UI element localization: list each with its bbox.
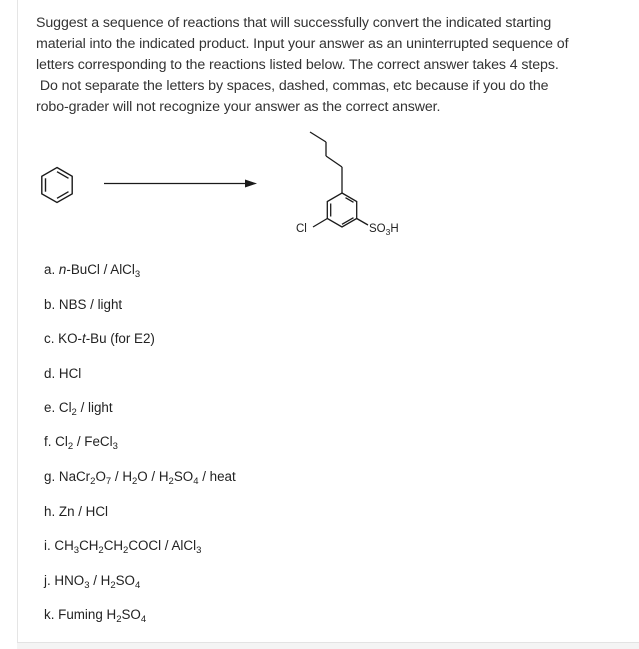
reagent-subscript: 4 (134, 580, 141, 591)
starting-material-benzene (42, 168, 72, 203)
sulfonic-acid-label (369, 223, 399, 237)
reagent-text: NaCr (55, 469, 91, 484)
reagent-option (44, 434, 118, 452)
reagent-text: NBS / light (55, 297, 123, 312)
reagent-letter: j. (44, 573, 51, 588)
question-line: robo-grader will not recognize your answer as the correct answer. (36, 99, 441, 115)
reaction-arrow (104, 180, 257, 188)
reagent-text: Fuming H (54, 607, 117, 622)
reagent-option (44, 504, 108, 519)
question-line: letters corresponding to the reactions listed below. The correct answer takes 4 steps. (36, 57, 559, 73)
reagent-letter: c. (44, 331, 55, 346)
reagent-subscript: 2 (67, 441, 74, 452)
reagent-text: O / H (137, 469, 169, 484)
reagent-letter: a. (44, 262, 56, 277)
reagent-subscript: 4 (140, 614, 147, 625)
reagent-subscript: 3 (196, 545, 202, 556)
reagent-text: / H (111, 469, 132, 484)
reagent-text: CH (103, 538, 124, 553)
question-line: Do not separate the letters by spaces, dashed, commas, etc because if you do the (36, 78, 549, 94)
reagent-option (44, 400, 113, 418)
reagent-subscript: 3 (112, 441, 118, 452)
reagent-letter: i. (44, 538, 51, 553)
reagent-subscript: 2 (123, 545, 129, 556)
reagent-letter: d. (44, 366, 56, 381)
reagent-text: / FeCl (73, 434, 113, 449)
reagent-subscript: 3 (134, 269, 141, 280)
reagent-letter: g. (44, 469, 56, 484)
reagent-text: Cl (55, 400, 72, 415)
reagent-subscript: 2 (71, 407, 77, 418)
reagent-option (44, 366, 81, 381)
question-text (36, 13, 596, 118)
reagent-option (44, 469, 236, 487)
reagent-subscript: 3 (73, 545, 80, 556)
reagent-text: Cl (51, 434, 68, 449)
reagent-option (44, 262, 141, 280)
reagent-text: SO (121, 607, 141, 622)
product-structure (310, 132, 368, 227)
reagent-option (44, 607, 147, 625)
reagent-option (44, 538, 202, 556)
reagent-subscript: 2 (132, 476, 138, 487)
reagent-text: t (81, 331, 86, 346)
chloro-label: Cl (296, 223, 307, 235)
reagent-text: HNO (50, 573, 85, 588)
reagent-subscript: 2 (116, 614, 122, 625)
reagent-subscript: 3 (84, 580, 90, 591)
reagent-option (44, 573, 141, 591)
left-frame-border (0, 0, 18, 649)
reagent-text: SO (115, 573, 135, 588)
reagent-letter: e. (44, 400, 56, 415)
reagent-subscript: 2 (110, 580, 116, 591)
reagent-text: CH (79, 538, 99, 553)
reagent-text: -Bu (for E2) (85, 331, 155, 346)
reagent-text: / light (76, 400, 113, 415)
so3h-end: H (390, 223, 399, 235)
reagent-text: -BuCl / AlCl (66, 262, 135, 277)
reagent-subscript: 7 (105, 476, 112, 487)
reagent-text: / H (89, 573, 111, 588)
reagent-subscript: 4 (193, 476, 199, 487)
reagent-text: / heat (198, 469, 236, 484)
reagent-option (44, 331, 155, 346)
reagent-text: KO- (54, 331, 82, 346)
reagent-letter: f. (44, 434, 52, 449)
reagent-option (44, 297, 122, 312)
question-line: material into the indicated product. Input your answer as an uninterrupted sequence of (36, 36, 569, 52)
reagent-letter: h. (44, 504, 56, 519)
reagent-text: SO (173, 469, 194, 484)
reagent-letter: b. (44, 297, 56, 312)
reagent-text: O (95, 469, 106, 484)
reagent-subscript: 2 (90, 476, 96, 487)
so3h-subscript: 3 (385, 227, 391, 237)
reagent-text: n (58, 262, 67, 277)
so3h-main: SO (369, 223, 386, 235)
reagent-subscript: 2 (168, 476, 174, 487)
bottom-frame-bar (17, 642, 639, 649)
reagent-text: Zn / HCl (55, 504, 108, 519)
reagent-text: HCl (55, 366, 82, 381)
reagent-letter: k. (44, 607, 55, 622)
reagent-text: COCl / AlCl (128, 538, 197, 553)
question-line: Suggest a sequence of reactions that will successfully convert the indicated starting (36, 15, 552, 31)
reagent-text: CH (50, 538, 74, 553)
reagent-subscript: 2 (98, 545, 104, 556)
